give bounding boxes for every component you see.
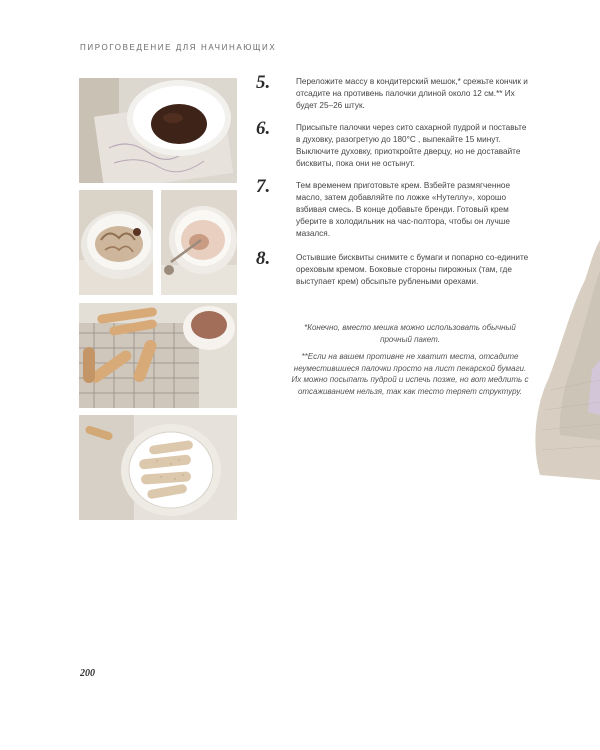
finished-pastries-plate-photo bbox=[79, 415, 237, 520]
linen-cloth-image bbox=[530, 240, 600, 480]
photo-icon bbox=[79, 415, 237, 520]
footnote-2: **Если на вашем противне не хватит места, отсадите неуместившиеся палочки просто на лист пекарской бумаги. Их можно посыпать пудрой и испечь позже, но вот медлить с отсаживанием нельзя, так как тесто теряет структуру. bbox=[291, 352, 529, 396]
step-text: Тем временем приготовьте крем. Взбейте размягченное масло, затем добавляйте по ложке «Нутеллу», хорошо взбивая смесь. В конце добавьте бренди. Готовый крем уберите в холодильник на час-полтора, чтобы он лучше мазался. bbox=[296, 181, 511, 238]
page-number: 200 bbox=[80, 668, 95, 679]
photo-icon bbox=[161, 190, 237, 295]
step-number: 8. bbox=[256, 248, 271, 269]
step-5 bbox=[256, 72, 530, 112]
step-7 bbox=[256, 176, 530, 240]
baked-sticks-rack-photo bbox=[79, 303, 237, 408]
step-text: Присыпьте палочки через сито сахарной пудрой и поставьте в духовку, разогретую до 180°С , выпекайте 15 минут. Выключите духовку, приоткройте дверцу, но не доставайте бисквиты, пока они не остынут. bbox=[296, 123, 527, 168]
recipe-steps bbox=[256, 72, 530, 298]
step-number: 7. bbox=[256, 176, 271, 197]
step-8 bbox=[256, 248, 530, 288]
photo-icon bbox=[79, 303, 237, 408]
chocolate-bowl-photo bbox=[79, 78, 237, 183]
running-title: ПИРОГОВЕДЕНИЕ ДЛЯ НАЧИНАЮЩИХ bbox=[80, 43, 277, 52]
step-number: 6. bbox=[256, 118, 271, 139]
photo-icon bbox=[79, 190, 153, 295]
footnotes bbox=[290, 322, 530, 397]
cream-whipping-photo-right bbox=[161, 190, 237, 295]
footnote-1: *Конечно, вместо мешка можно использовать обычный прочный пакет. bbox=[304, 323, 516, 344]
photo-icon bbox=[79, 78, 237, 183]
step-text: Остывшие бисквиты снимите с бумаги и попарно со-едините ореховым кремом. Боковые стороны пирожных (там, где выступает крем) обсыпьте рублеными орехами. bbox=[296, 253, 529, 286]
step-text: Переложите массу в кондитерский мешок,* срежьте кончик и отсадите на противень палочки длиной около 12 см.** Их будет 25–26 штук. bbox=[296, 77, 528, 110]
step-6 bbox=[256, 118, 530, 170]
cream-whipping-photo-left bbox=[79, 190, 153, 295]
step-number: 5. bbox=[256, 72, 271, 93]
